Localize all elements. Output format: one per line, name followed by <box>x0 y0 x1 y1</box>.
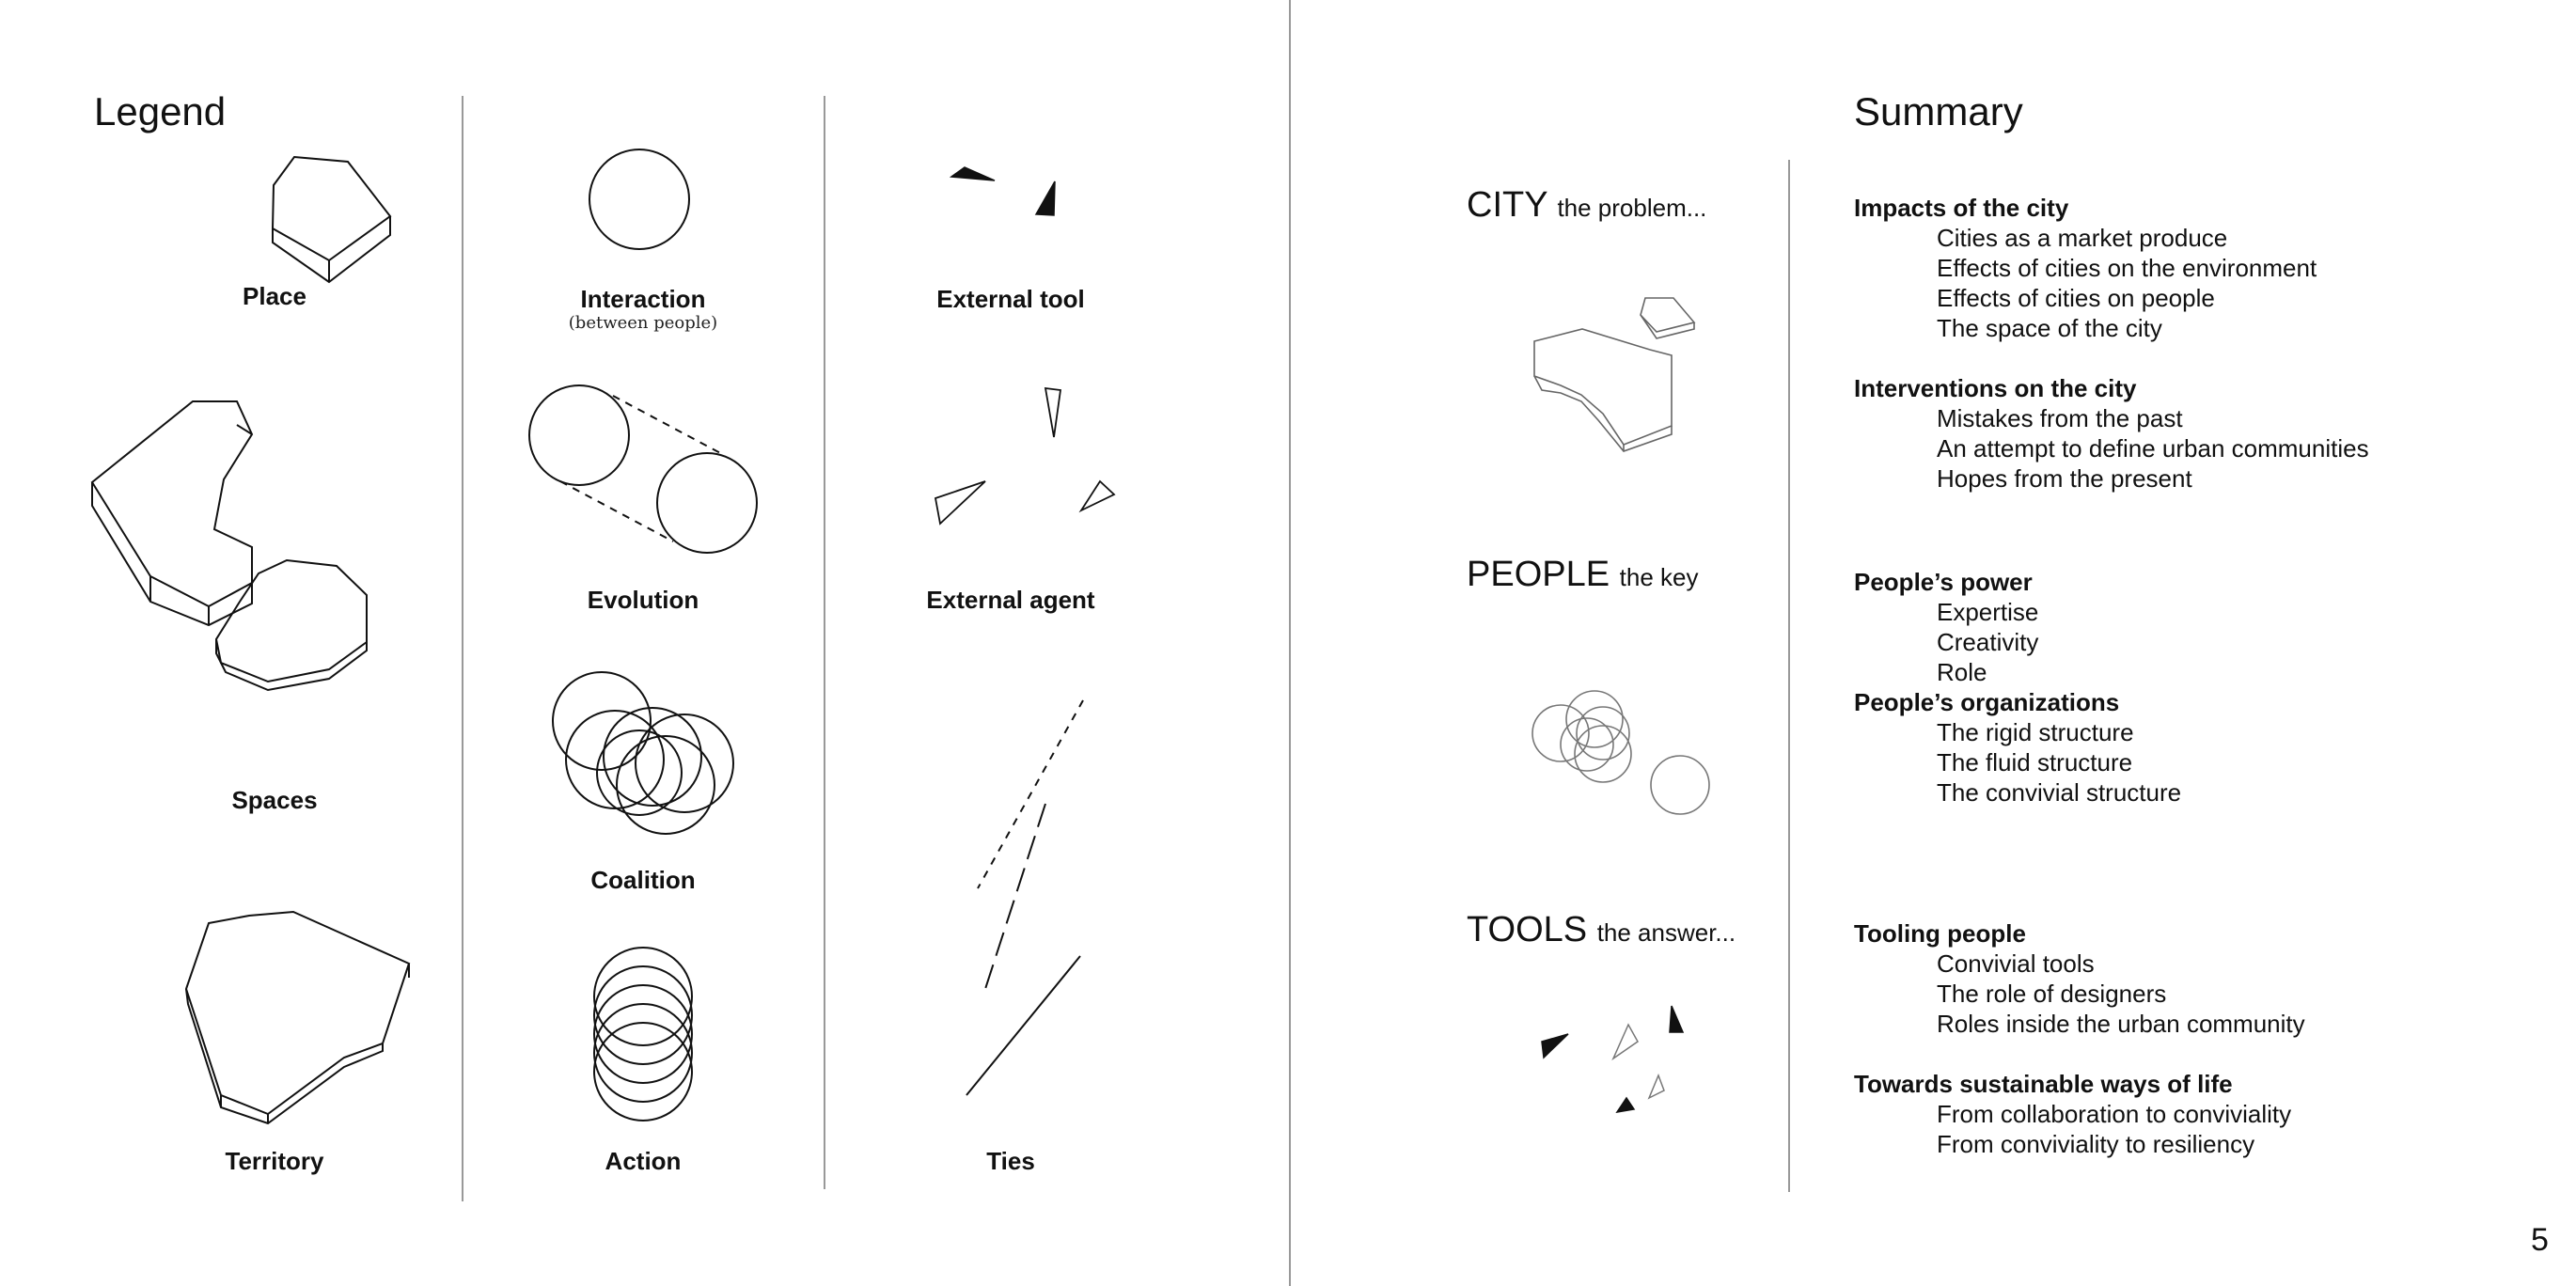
coalition-icon <box>553 672 733 834</box>
section-item: From conviviality to resiliency <box>1937 1130 2255 1158</box>
tools-summary-icon <box>1542 1006 1683 1112</box>
action-icon <box>594 948 692 1121</box>
spaces-label: Spaces <box>231 786 318 814</box>
interaction-sublabel: (between people) <box>568 313 718 333</box>
section-title: Tooling people <box>1854 919 2026 948</box>
external-tool-label: External tool <box>936 285 1085 313</box>
spaces-icon <box>92 401 367 690</box>
theme-city-big: CITY <box>1467 185 1547 225</box>
place-label: Place <box>243 282 306 310</box>
section-item: The convivial structure <box>1937 778 2182 807</box>
place-icon <box>273 157 390 282</box>
section-item: Effects of cities on people <box>1937 284 2215 312</box>
ties-icon <box>966 700 1083 1095</box>
theme-tools <box>1467 910 1736 950</box>
section-item: Expertise <box>1937 598 2039 626</box>
section-item: Hopes from the present <box>1937 464 2192 493</box>
territory-label: Territory <box>225 1147 324 1175</box>
interaction-label: Interaction <box>580 285 706 313</box>
summary-title: Summary <box>1854 89 2023 133</box>
section-item: Effects of cities on the environment <box>1937 254 2317 282</box>
ties-label: Ties <box>986 1147 1035 1175</box>
section-item: Mistakes from the past <box>1937 404 2183 432</box>
section-item: The fluid structure <box>1937 748 2133 776</box>
people-summary-icon <box>1532 691 1709 814</box>
section-title: Interventions on the city <box>1854 374 2137 402</box>
section-item: Role <box>1937 658 1987 686</box>
page-number: 5 <box>2531 1222 2549 1258</box>
section-item: From collaboration to conviviality <box>1937 1100 2292 1128</box>
section-title: People’s organizations <box>1854 688 2120 716</box>
section-item: Convivial tools <box>1937 949 2095 978</box>
territory-icon <box>186 912 409 1123</box>
theme-people-big: PEOPLE <box>1467 555 1610 594</box>
external-agent-icon <box>935 388 1114 524</box>
coalition-label: Coalition <box>590 866 696 894</box>
city-summary-icon <box>1534 298 1694 451</box>
section-item: Creativity <box>1937 628 2039 656</box>
theme-tools-small: the answer... <box>1596 918 1736 947</box>
evolution-label: Evolution <box>587 586 699 614</box>
section-title: Towards sustainable ways of life <box>1854 1070 2233 1098</box>
section-item: The role of designers <box>1937 980 2167 1008</box>
action-label: Action <box>605 1147 682 1175</box>
evolution-icon <box>529 385 757 553</box>
section-item: Cities as a market produce <box>1937 224 2228 252</box>
section-title: Impacts of the city <box>1854 194 2069 222</box>
section-item: The space of the city <box>1937 314 2162 342</box>
section-item: The rigid structure <box>1937 718 2134 746</box>
external-agent-label: External agent <box>926 586 1095 614</box>
theme-tools-big: TOOLS <box>1467 910 1588 949</box>
interaction-icon <box>589 149 689 249</box>
theme-city-small: the problem... <box>1557 194 1707 222</box>
legend-title: Legend <box>94 89 227 133</box>
theme-people-small: the key <box>1619 563 1699 591</box>
theme-city <box>1467 185 1706 226</box>
section-item: An attempt to define urban communities <box>1937 434 2369 463</box>
section-title: People’s power <box>1854 568 2033 596</box>
external-tool-icon <box>951 167 1055 215</box>
section-item: Roles inside the urban community <box>1937 1010 2305 1038</box>
theme-people <box>1467 555 1698 595</box>
